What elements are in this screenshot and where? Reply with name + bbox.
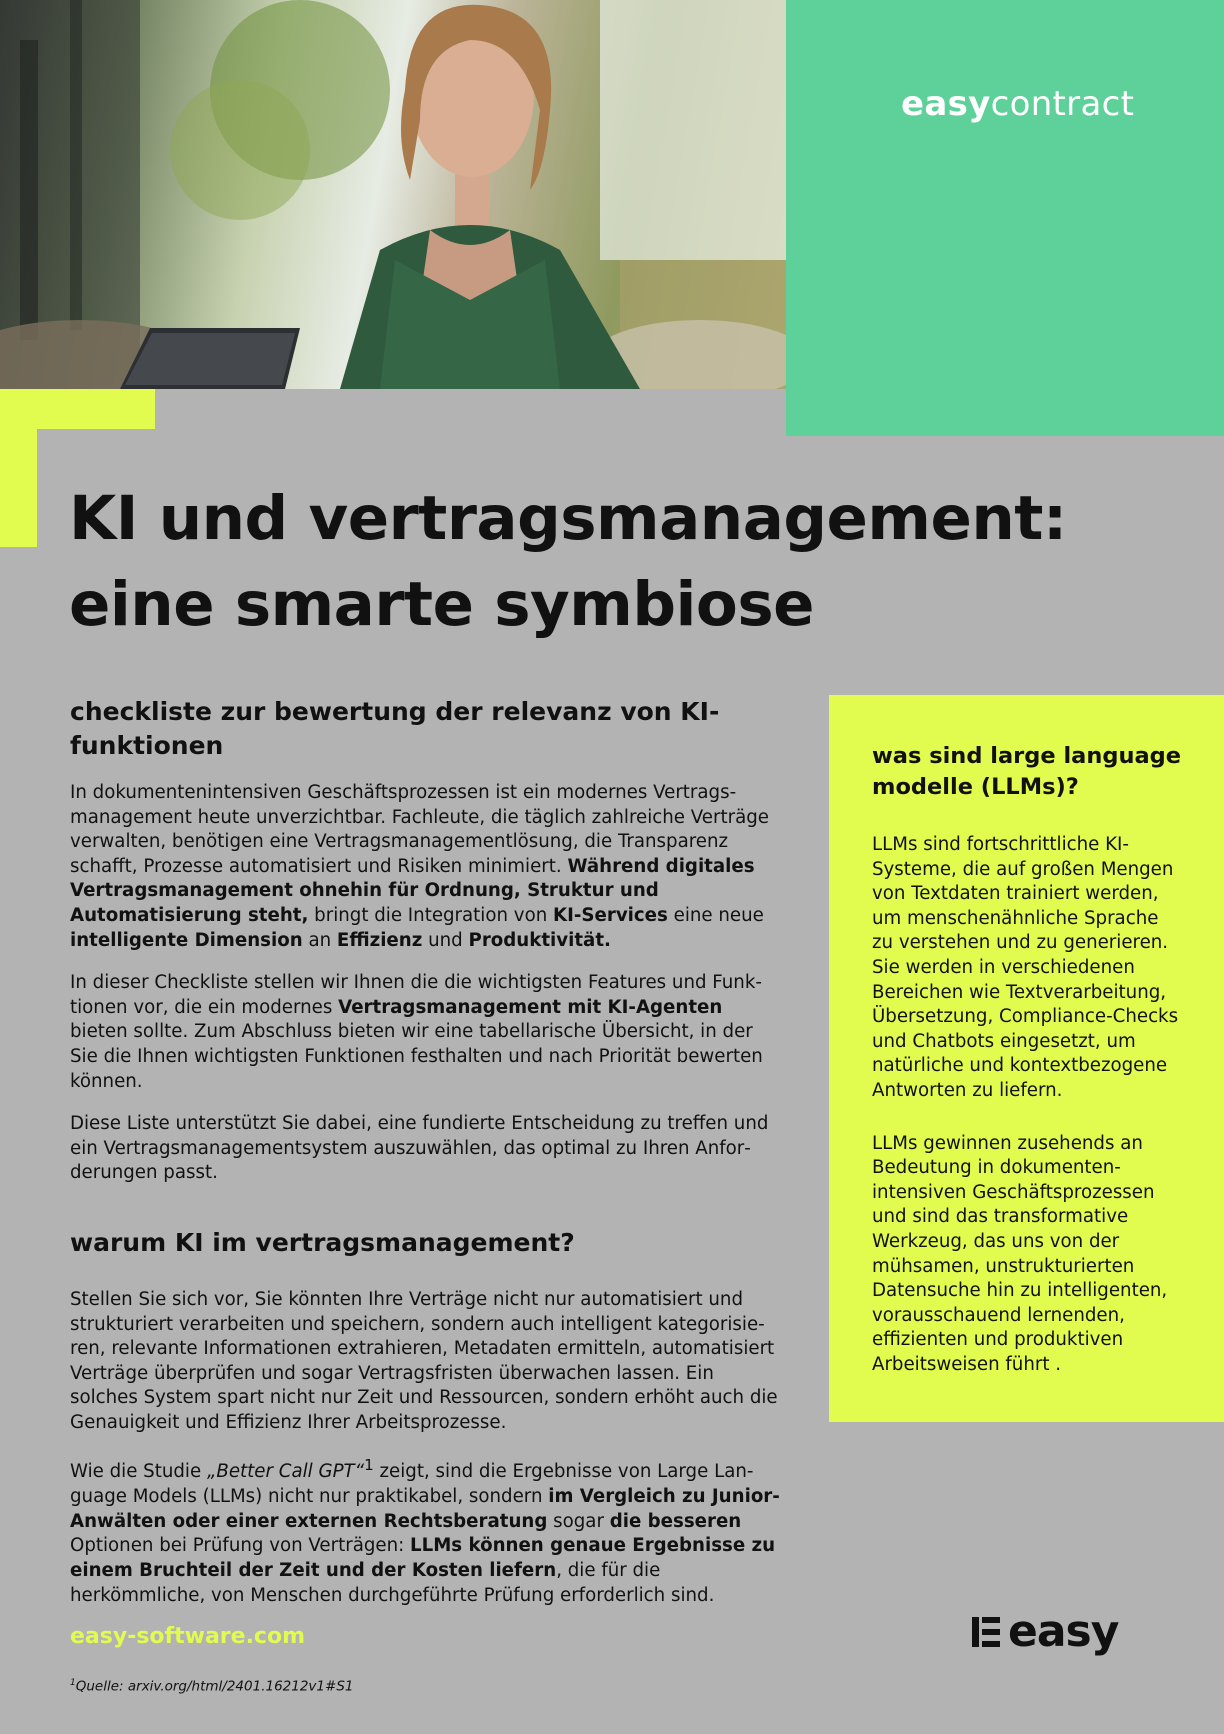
section1-heading: checkliste zur bewertung der relevanz von KI-funktionen — [70, 697, 720, 760]
study-intro: Wie die Studie — [70, 1461, 207, 1483]
easy-logo — [972, 1606, 1119, 1657]
section2-p2-run-2: sogar — [547, 1510, 610, 1532]
section2-heading: warum KI im vertragsmanagement? — [70, 1227, 575, 1257]
header-photo — [0, 0, 786, 389]
study-title: „Better Call GPT“ — [206, 1461, 365, 1483]
section1-paragraph-1 — [70, 781, 782, 953]
section1-p2-run-1: Vertragsmanagement mit KI-Agenten — [338, 996, 723, 1018]
main-content — [70, 695, 782, 1626]
section2-p2-run-3: die besseren — [609, 1510, 742, 1532]
brand-panel — [786, 0, 1224, 436]
section1-p1-run-3: KI-Services — [553, 904, 668, 926]
sidebar-heading: was sind large language modelle (LLMs)? — [872, 743, 1182, 800]
section1-paragraph-3: Diese Liste unterstützt Sie dabei, eine fundierte Entscheidung zu treffen und ein Vertragsmanagementsystem auszuwählen, das optimal zu Ihren Anforderungen passt. — [70, 1113, 769, 1184]
section2-p2-run-6: , die für die herkömmliche, von Menschen durchgeführte Prüfung erforderlich sind. — [70, 1559, 715, 1606]
section2-p2-run-0: zeigt, sind die Ergebnisse von Large Language Models (LLMs) nicht nur praktikabel, sondern — [70, 1461, 754, 1508]
section2-paragraph-2 — [70, 1453, 782, 1608]
easy-logo-icon — [972, 1617, 1000, 1647]
section1-p1-run-4: eine neue — [667, 904, 764, 926]
section2-p2-run-4: Optionen bei Prüfung von Verträgen: — [70, 1535, 411, 1557]
section1-p1-run-9: Produktivität. — [468, 929, 611, 951]
woman-with-laptop-photo — [0, 0, 786, 389]
section2-p2-run-1: im Vergleich zu Junior-Anwälten oder einer externen Rechtsberatung — [70, 1486, 780, 1532]
section1-p1-run-6: an — [302, 929, 337, 951]
accent-bar-left — [0, 389, 37, 547]
section1-p1-run-1: Während digitales Vertragsmanagement ohnehin für Ordnung, Struktur und Automatisierung steht, — [70, 855, 755, 926]
easy-logo-text: easy — [1008, 1606, 1119, 1657]
website-link[interactable]: easy-software.com — [70, 1624, 306, 1649]
section1-paragraph-2 — [70, 971, 782, 1094]
section1-p1-run-5: intelligente Dimension — [70, 929, 303, 951]
section1-p1-run-2: bringt die Integration von — [308, 904, 553, 926]
page-title — [69, 476, 1069, 648]
llm-info-box — [829, 695, 1224, 1422]
brand-bold: easy — [901, 84, 991, 124]
section1-p1-run-0: In dokumentenintensiven Geschäftsprozessen ist ein modernes Vertragsmanagement heute unverzichtbar. Fachleute, die täglich zahlreiche Verträge verwalten, benötigen eine Vertragsmanagementlösung, die Transparenz schafft, Prozesse automatisiert und Risiken minimiert. — [70, 782, 769, 877]
sidebar-paragraph-1: LLMs sind fortschrittliche KI-Systeme, die auf großen Mengen von Textdaten trainiert werden, um menschenähnliche Sprache zu verstehen und zu generieren. Sie werden in verschiedenen Bereichen wie Textverarbeitung, Übersetzung, Compliance-Checks und Chatbots eingesetzt, um natürliche und kontextbezogene Antworten zu liefern. — [872, 834, 1179, 1101]
easycontract-logo — [901, 84, 1134, 124]
footnote-text: Quelle: arxiv.org/html/2401.16212v1#S1 — [75, 1678, 354, 1695]
title-line-1: KI und vertragsmanagement: — [69, 483, 1067, 554]
title-line-2: eine smarte symbiose — [69, 569, 814, 640]
footnote — [70, 1678, 353, 1695]
section1-p1-run-8: und — [422, 929, 469, 951]
sidebar-paragraph-2: LLMs gewinnen zusehends an Bedeutung in dokumentenintensiven Geschäftsprozessen und sind das transformative Werkzeug, das uns von der mühsamen, unstrukturierten Datensuche hin zu intelligenten, vorausschauend lernenden, effizienten und produktiven Arbeitsweisen führt . — [872, 1132, 1168, 1375]
footnote-number: 1 — [70, 1678, 76, 1688]
brand-light: contract — [990, 84, 1135, 124]
section2-paragraph-1: Stellen Sie sich vor, Sie könnten Ihre Verträge nicht nur automatisiert und strukturiert verarbeiten und speichern, sondern auch intelligent kategorisieren, relevante Informationen extrahieren, Metadaten ermitteln, automatisiert Verträge überprüfen und sogar Vertragsfristen überwachen lassen. Ein solches System spart nicht nur Zeit und Ressourcen, sondern erhöht auch die Genauigkeit und Effizienz Ihrer Arbeitsprozesse. — [70, 1288, 778, 1433]
section2-p2-run-5: LLMs können genaue Ergebnisse zu einem Bruchteil der Zeit und der Kosten liefern — [70, 1535, 776, 1581]
section1-p2-run-0: In dieser Checkliste stellen wir Ihnen die die wichtigsten Features und Funktionen vor, die ein modernes — [70, 972, 762, 1018]
section1-p1-run-7: Effizienz — [336, 929, 423, 951]
section1-p2-run-2: bieten sollte. Zum Abschluss bieten wir eine tabellarische Übersicht, in der Sie die Ihnen wichtigsten Funktionen festhalten und nach Priorität bewerten können. — [70, 1021, 763, 1092]
footnote-ref: 1 — [364, 1456, 374, 1475]
